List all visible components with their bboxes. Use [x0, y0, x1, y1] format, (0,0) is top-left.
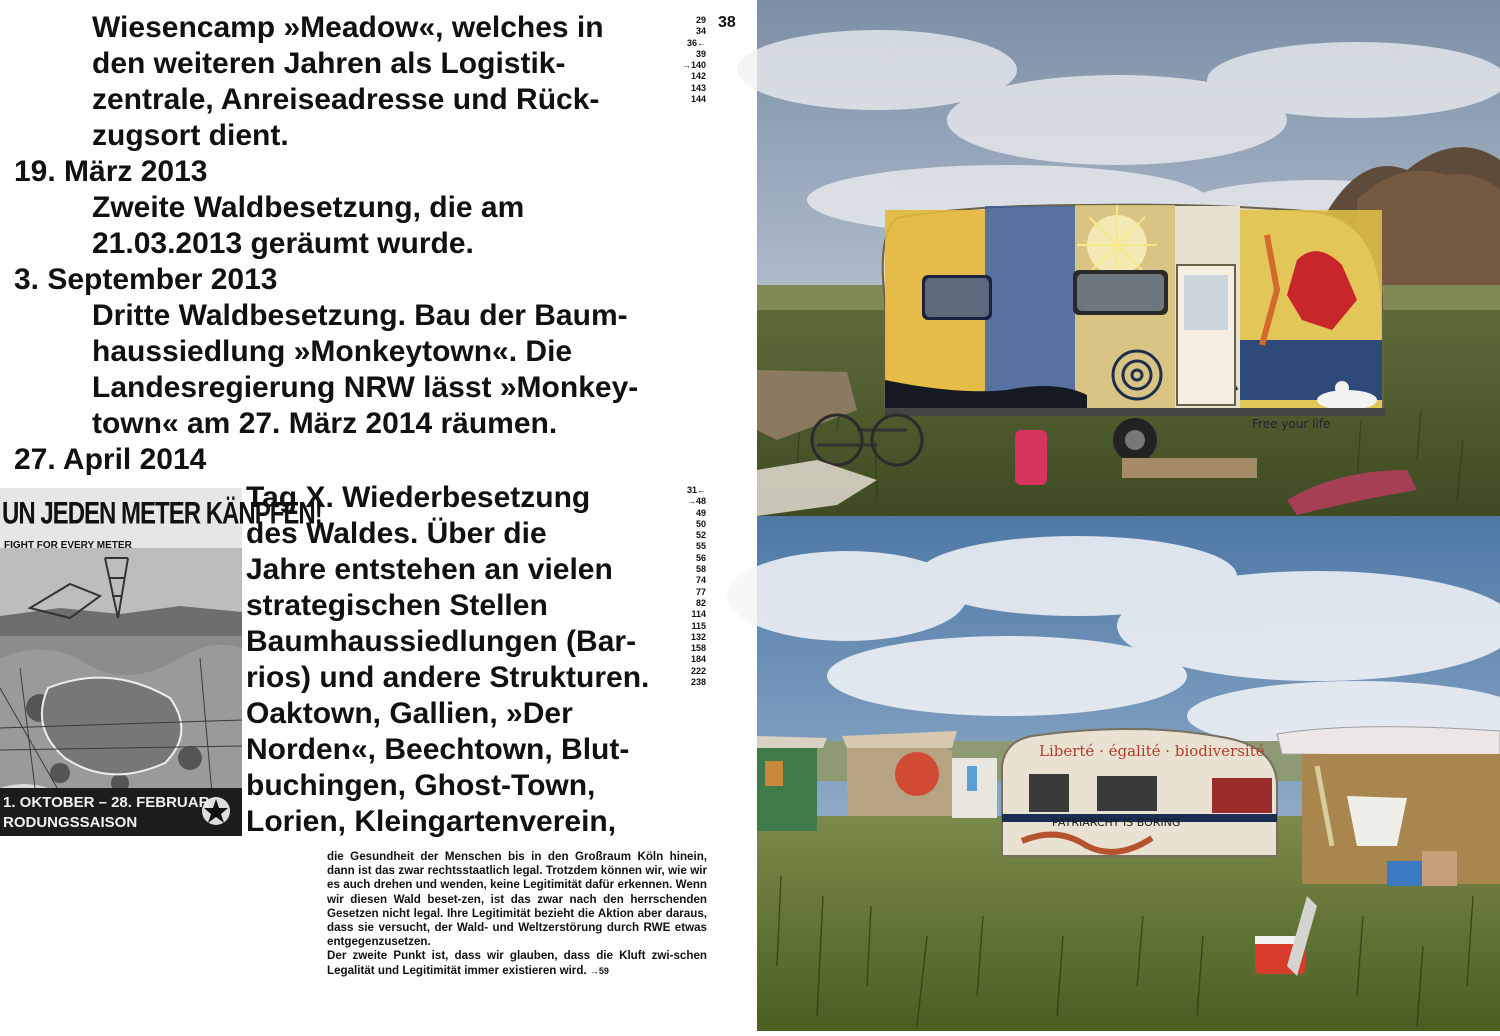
poster-footer-season: RODUNGSSAISON [3, 814, 138, 831]
event-date: 3. September 2013 [14, 263, 278, 296]
page-number-left: 38 [718, 14, 736, 31]
poster-headline: UN JEDEN METER KÄNPFEN! [2, 496, 322, 532]
body-paragraph-text: Der zweite Punkt ist, dass wir glauben, dass die Kluft zwi-schen Legalität und Legitimität immer existieren wird. [327, 949, 707, 977]
cross-reference-link: →59 [589, 965, 609, 976]
caravan-slogan-bottom: PATRIARCHY IS BORING [1052, 816, 1181, 829]
body-paragraph: die Gesundheit der Menschen bis in den Großraum Köln hinein, dann ist das zwar rechtsstaatlich legal. Trotzdem können wir, wie wir es auch drehen und wenden, keine Legitimität dafür erkennen. Wenn wir diesen Wald beset-zen, ist das zwar nach den herrschenden Gesetzen nicht legal. Ihre Legitimität bezieht die Aktion aber daraus, dass sie versucht, der Wald- und Weltzerstörung durch RWE etwas entgegenzusetzen. [327, 850, 707, 949]
caravan-painted-text: Free your life [1252, 417, 1331, 431]
meadow-paragraph: Wiesencamp »Meadow«, welches in den weiteren Jahren als Logistik- zentrale, Anreiseadresse und Rück- zugsort dient. [92, 11, 604, 152]
cross-references-mid: 31← →48 49 50 52 55 56 58 74 77 82 114 115 132 158 184 222 238 [686, 485, 706, 688]
body-paragraph [327, 949, 707, 977]
caravan-slogan-top: Liberté · égalité · biodiversité [1039, 742, 1265, 760]
body-text [327, 850, 707, 978]
protest-poster [0, 488, 322, 836]
event-text: Zweite Waldbesetzung, die am 21.03.2013 geräumt wurde. [92, 191, 525, 260]
event-date: 27. April 2014 [14, 443, 207, 476]
cross-references-top: 29 34 36← 39 →140 142 143 144 [681, 15, 706, 105]
photo-painted-caravan [757, 0, 1500, 516]
event-text: Tag X. Wiederbesetzung des Waldes. Über die Jahre entstehen an vielen strategischen Stellen Baumhaussiedlungen (Bar- rios) und andere Strukturen. Oaktown, Gallien, »Der Norden«, Beechtown, Blut- buchingen, Ghost-Town, Lorien, Kleingartenverein, [246, 481, 650, 838]
photo-camp-huts [757, 516, 1500, 1031]
event-date: 19. März 2013 [14, 155, 208, 188]
caravan-photo-illustration [757, 0, 1500, 516]
poster-subline: FIGHT FOR EVERY METER [4, 540, 132, 551]
poster-footer-dates: 1. OKTOBER – 28. FEBRUAR [3, 794, 210, 811]
event-text: Dritte Waldbesetzung. Bau der Baum- haussiedlung »Monkeytown«. Die Landesregierung NRW lässt »Monkey- town« am 27. März 2014 räumen. [92, 299, 639, 440]
camp-photo-illustration [757, 516, 1500, 1031]
